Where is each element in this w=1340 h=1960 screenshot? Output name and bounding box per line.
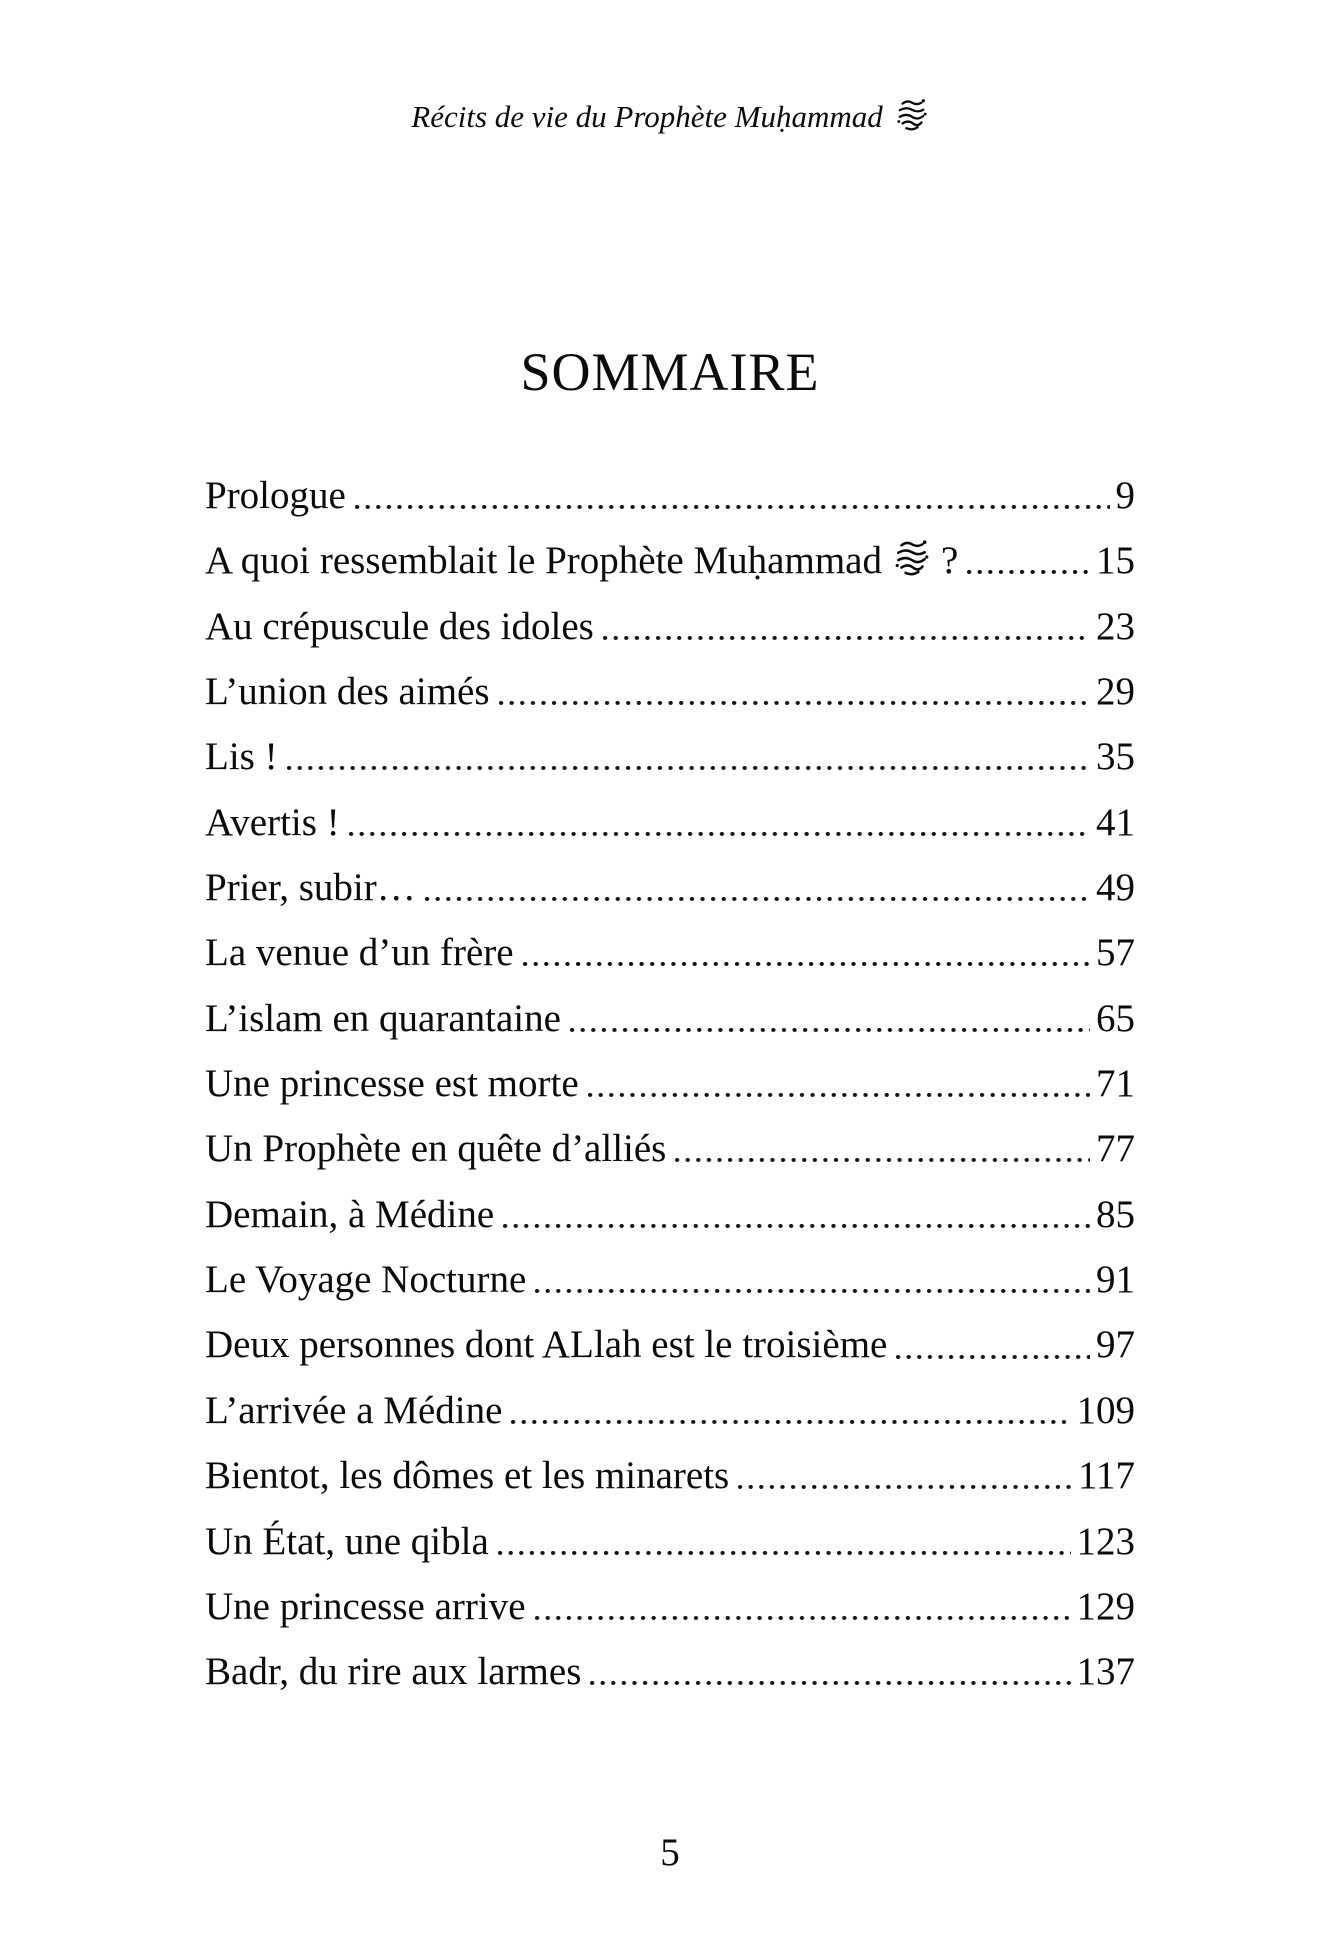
toc-entry bbox=[205, 1182, 1135, 1247]
toc-entry-title: Avertis ! bbox=[205, 800, 340, 844]
toc-entry bbox=[205, 790, 1135, 855]
toc-list bbox=[205, 463, 1135, 1705]
toc-entry-page: 137 bbox=[1076, 1650, 1135, 1694]
dot-leader bbox=[355, 463, 1110, 528]
toc-entry bbox=[205, 855, 1135, 920]
page-title: SOMMAIRE bbox=[520, 342, 820, 402]
toc-entry-page: 49 bbox=[1096, 866, 1135, 910]
toc-entry-page: 57 bbox=[1096, 931, 1135, 975]
dot-leader bbox=[590, 1639, 1070, 1704]
toc-entry bbox=[205, 1509, 1135, 1574]
toc-entry-title: L’arrivée a Médine bbox=[205, 1388, 503, 1432]
toc-entry-page: 15 bbox=[1096, 539, 1135, 583]
running-header bbox=[0, 93, 1340, 132]
toc-entry-title: Badr, du rire aux larmes bbox=[205, 1650, 582, 1694]
dot-leader bbox=[425, 855, 1090, 920]
dot-leader bbox=[499, 659, 1090, 724]
toc-entry bbox=[205, 724, 1135, 789]
dot-leader bbox=[896, 1312, 1090, 1377]
toc-entry-title: Lis ! bbox=[205, 735, 278, 779]
toc-entry-page: 77 bbox=[1096, 1127, 1135, 1171]
toc-entry bbox=[205, 1051, 1135, 1116]
toc-entry-suffix: ? bbox=[940, 539, 959, 583]
toc-entry-page: 97 bbox=[1096, 1323, 1135, 1367]
toc-entry-title: La venue d’un frère bbox=[205, 931, 514, 975]
toc-entry bbox=[205, 986, 1135, 1051]
toc-entry bbox=[205, 594, 1135, 659]
toc-entry-page: 35 bbox=[1096, 735, 1135, 779]
toc-entry-page: 41 bbox=[1096, 800, 1135, 844]
dot-leader bbox=[603, 594, 1090, 659]
dot-leader bbox=[570, 986, 1090, 1051]
toc-entry bbox=[205, 1116, 1135, 1181]
page-number: 5 bbox=[660, 1831, 680, 1874]
toc-entry-title: Prologue bbox=[205, 474, 346, 517]
dot-leader bbox=[287, 724, 1090, 789]
dot-leader bbox=[535, 1574, 1071, 1639]
toc-entry-page: 91 bbox=[1096, 1258, 1135, 1302]
toc-entry-title: Demain, à Médine bbox=[205, 1192, 495, 1236]
dot-leader bbox=[967, 528, 1090, 593]
toc-entry-title: Deux personnes dont ALlah est le troisième bbox=[205, 1323, 888, 1367]
dot-leader bbox=[588, 1051, 1090, 1116]
dot-leader bbox=[738, 1443, 1072, 1508]
toc-entry-title: A quoi ressemblait le Prophète Muḥammad bbox=[205, 539, 882, 583]
toc-entry-title: L’islam en quarantaine bbox=[205, 996, 561, 1040]
toc-entry bbox=[205, 1443, 1135, 1508]
toc-entry-title: L’union des aimés bbox=[205, 670, 490, 714]
toc-entry bbox=[205, 920, 1135, 985]
toc-entry-title: Un État, une qibla bbox=[205, 1519, 489, 1563]
toc-entry bbox=[205, 1378, 1135, 1443]
toc-entry-title: Prier, subir… bbox=[205, 866, 416, 910]
toc-entry-page: 65 bbox=[1096, 996, 1135, 1040]
toc-entry bbox=[205, 1574, 1135, 1639]
dot-leader bbox=[675, 1116, 1090, 1181]
toc-entry-title: Un Prophète en quête d’alliés bbox=[205, 1127, 667, 1171]
toc-entry-page: 29 bbox=[1096, 670, 1135, 714]
toc-entry-page: 9 bbox=[1115, 474, 1135, 517]
dot-leader bbox=[349, 790, 1090, 855]
toc-entry-page: 117 bbox=[1077, 1454, 1135, 1498]
toc-entry-title: Au crépuscule des idoles bbox=[205, 604, 594, 648]
dot-leader bbox=[535, 1247, 1090, 1312]
dot-leader bbox=[503, 1182, 1090, 1247]
toc-entry-title: Une princesse arrive bbox=[205, 1584, 526, 1628]
saw-calligraphy-icon bbox=[895, 97, 929, 131]
dot-leader bbox=[498, 1509, 1071, 1574]
toc-entry bbox=[205, 659, 1135, 724]
toc-entry bbox=[205, 1312, 1135, 1377]
saw-calligraphy-icon bbox=[893, 538, 931, 576]
dot-leader bbox=[523, 920, 1090, 985]
toc-entry-page: 109 bbox=[1076, 1388, 1135, 1432]
running-header-text: Récits de vie du Prophète Muḥammad bbox=[411, 99, 883, 134]
toc-entry-page: 85 bbox=[1096, 1192, 1135, 1236]
toc-entry bbox=[205, 1639, 1135, 1704]
dot-leader bbox=[511, 1378, 1070, 1443]
toc-entry-page: 71 bbox=[1096, 1062, 1135, 1106]
toc-entry bbox=[205, 1247, 1135, 1312]
toc-entry-page: 129 bbox=[1076, 1584, 1135, 1628]
toc-entry-title: Une princesse est morte bbox=[205, 1062, 579, 1106]
toc-entry bbox=[205, 463, 1135, 528]
toc-entry-page: 23 bbox=[1096, 604, 1135, 648]
toc-entry-page: 123 bbox=[1076, 1519, 1135, 1563]
toc-entry-title: Le Voyage Nocturne bbox=[205, 1258, 527, 1302]
toc-entry-title: Bientot, les dômes et les minarets bbox=[205, 1454, 730, 1498]
toc-entry bbox=[205, 528, 1135, 593]
